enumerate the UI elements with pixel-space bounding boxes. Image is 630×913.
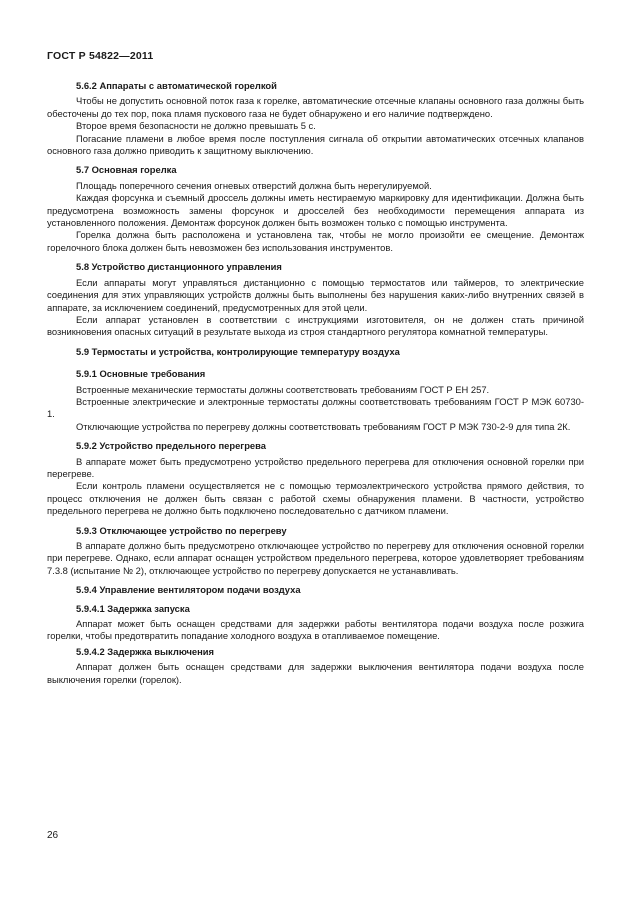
paragraph: Если аппараты могут управляться дистанционно с помощью термостатов или таймеров, то электрические соединения для этих управляющих устройств должны быть выполнены без нарушения каких-либо внутренних связей в аппарате, за исключением соединений, предусмотренных для этой цели. (47, 276, 584, 313)
paragraph: Если контроль пламени осуществляется не с помощью термоэлектрического устройства прямого действия, то процесс отключения не должен быть связан с работой схемы обнаружения пламени. В частности, устройство предельного перегрева не должно быть подключено последовательно с датчиком пламени. (47, 480, 584, 517)
paragraph: Аппарат должен быть оснащен средствами для задержки выключения вентилятора подачи воздуха после выключения горелки (горелок). (47, 661, 584, 685)
section-heading: 5.9.3 Отключающее устройство по перегреву (76, 524, 287, 536)
paragraph: Встроенные электрические и электронные термостаты должны соответствовать требованиям ГОСТ Р МЭК 60730-1. (47, 395, 584, 420)
paragraph: Если аппарат установлен в соответствии с инструкциями изготовителя, он не должен стать причиной возникновения опасных ситуаций в результате выхода из строя стандартного регулятора комнатной температуры. (47, 313, 584, 338)
paragraph: Встроенные механические термостаты должны соответствовать требованиям ГОСТ Р ЕН 257. (76, 383, 490, 395)
section-heading: 5.9.4.1 Задержка запуска (76, 602, 190, 614)
section-heading: 5.9.2 Устройство предельного перегрева (76, 440, 266, 452)
document-header: ГОСТ Р 54822—2011 (47, 50, 154, 62)
section-heading: 5.8 Устройство дистанционного управления (76, 261, 282, 273)
paragraph: Каждая форсунка и съемный дроссель должны иметь нестираемую маркировку для идентификации. Должна быть предусмотрена возможность замены форсунок и дросселей без необходимости перемещения аппарата из установленного положения. Демонтаж форсунок должен быть возможен только с помощью инструмента. (47, 192, 584, 229)
paragraph: Площадь поперечного сечения огневых отверстий должна быть нерегулируемой. (76, 179, 432, 191)
paragraph: Отключающие устройства по перегреву должны соответствовать требованиям ГОСТ Р МЭК 730-2-9 для типа 2К. (76, 420, 571, 432)
paragraph: Второе время безопасности не должно превышать 5 с. (76, 120, 316, 132)
paragraph: Горелка должна быть расположена и установлена так, чтобы не могло произойти ее смещение. Демонтаж горелочного блока должен быть невозможен без использования инструментов. (47, 229, 584, 253)
paragraph: В аппарате должно быть предусмотрено отключающее устройство по перегреву для отключения основной горелки при перегреве. Однако, если аппарат оснащен устройством предельного перегрева, которое удовлетворяет требованиям 7.3.8 (испытание № 2), отключающее устройство по перегреву допускается не устанавливать. (47, 540, 584, 576)
section-heading: 5.9.1 Основные требования (76, 368, 206, 380)
page-number: 26 (47, 830, 59, 841)
section-heading: 5.6.2 Аппараты с автоматической горелкой (76, 80, 277, 91)
paragraph: Погасание пламени в любое время после поступления сигнала об открытии автоматических отсечных клапанов основного газа должно приводить к защитному выключению. (47, 132, 584, 157)
paragraph: Аппарат может быть оснащен средствами для задержки работы вентилятора подачи воздуха после розжига горелки, чтобы предотвратить попадание холодного воздуха в отапливаемое помещение. (47, 618, 584, 642)
paragraph: В аппарате может быть предусмотрено устройство предельного перегрева для отключения основной горелки при перегреве. (47, 455, 584, 479)
paragraph: Чтобы не допустить основной поток газа к горелке, автоматические отсечные клапаны основного газа должны быть обесточены до тех пор, пока пламя пускового газа не будет обнаружено и его наличие подтверждено. (47, 95, 584, 119)
document-body (47, 80, 584, 686)
section-heading: 5.9.4.2 Задержка выключения (76, 645, 215, 657)
section-heading: 5.9.4 Управление вентилятором подачи воздуха (76, 584, 301, 596)
section-heading: 5.7 Основная горелка (76, 164, 177, 176)
section-heading: 5.9 Термостаты и устройства, контролирующие температуру воздуха (76, 345, 400, 357)
